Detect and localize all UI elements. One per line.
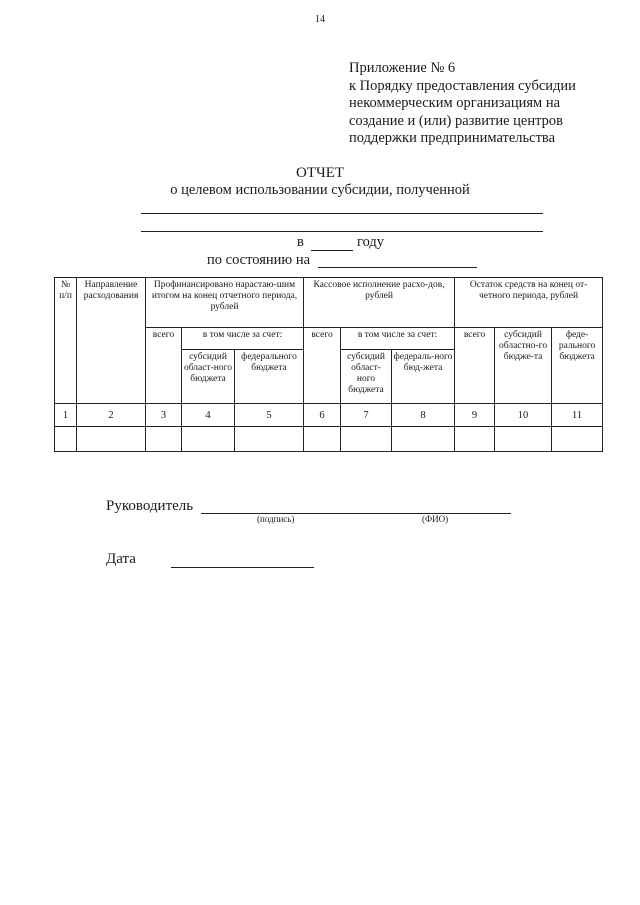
- header-financed: Профинансировано нарастаю-шим итогом на конец отчетного периода, рублей: [146, 278, 304, 328]
- name-caption: (ФИО): [422, 514, 449, 524]
- year-blank: [311, 250, 353, 251]
- report-table: [54, 277, 603, 452]
- table-cell[interactable]: [392, 427, 455, 452]
- header-direction: Направление расходования: [77, 278, 146, 404]
- header-total: всего: [455, 328, 495, 404]
- year-suffix: году: [357, 234, 385, 250]
- table-cell[interactable]: [552, 427, 603, 452]
- appendix-line: поддержки предпринимательства: [349, 130, 556, 146]
- column-number: 1: [55, 404, 77, 427]
- date-label: Дата: [106, 551, 136, 567]
- column-number-row: [55, 404, 603, 427]
- header-federal-budget: федераль-ного бюд-жета: [392, 350, 455, 404]
- table-cell[interactable]: [235, 427, 304, 452]
- appendix-line: к Порядку предоставления субсидии: [349, 77, 576, 94]
- header-remainder-federal: феде-рального бюджета: [552, 328, 603, 404]
- table-cell[interactable]: [146, 427, 182, 452]
- column-number: 8: [392, 404, 455, 427]
- header-regional-subsidy: субсидий област-ного бюджета: [182, 350, 235, 404]
- header-including: в том числе за счет:: [182, 328, 304, 350]
- report-title: ОТЧЕТ: [295, 165, 345, 181]
- column-number: 4: [182, 404, 235, 427]
- signature-caption: (подпись): [257, 514, 295, 524]
- header-remainder-regional: субсидий областно-го бюдже-та: [495, 328, 552, 404]
- column-number: 11: [552, 404, 603, 427]
- signature-line[interactable]: [201, 513, 511, 514]
- recipient-line-2: [141, 231, 543, 232]
- header-federal-budget: федерального бюджета: [235, 350, 304, 404]
- state-date-blank: [318, 267, 477, 268]
- appendix-line: некоммерческим организациям на: [349, 95, 561, 111]
- header-regional-subsidy: субсидий област-ного бюджета: [341, 350, 392, 404]
- header-cash-execution: Кассовое исполнение расхо-дов, рублей: [304, 278, 455, 328]
- table-cell[interactable]: [304, 427, 341, 452]
- report-subtitle: о целевом использовании субсидии, полученной: [170, 182, 470, 198]
- head-label: Руководитель: [106, 498, 194, 514]
- table-cell[interactable]: [77, 427, 146, 452]
- column-number: 7: [341, 404, 392, 427]
- table-cell[interactable]: [55, 427, 77, 452]
- header-including: в том числе за счет:: [341, 328, 455, 350]
- date-line[interactable]: [171, 567, 314, 568]
- state-label: по состоянию на: [207, 252, 311, 268]
- appendix-header: [349, 60, 576, 148]
- page-number: 14: [315, 14, 325, 25]
- header-remainder: Остаток средств на конец от-четного периода, рублей: [455, 278, 603, 328]
- column-number: 6: [304, 404, 341, 427]
- year-row: [297, 234, 304, 251]
- table-cell[interactable]: [341, 427, 392, 452]
- year-prefix: в: [297, 234, 304, 250]
- appendix-line: создание и (или) развитие центров: [349, 112, 563, 129]
- column-number: 9: [455, 404, 495, 427]
- header-total: всего: [146, 328, 182, 404]
- table-cell[interactable]: [182, 427, 235, 452]
- header-num: № п/п: [55, 278, 77, 404]
- table-row: [55, 427, 603, 452]
- appendix-line: Приложение № 6: [349, 60, 456, 76]
- column-number: 5: [235, 404, 304, 427]
- column-number: 2: [77, 404, 146, 427]
- header-total: всего: [304, 328, 341, 404]
- column-number: 10: [495, 404, 552, 427]
- column-number: 3: [146, 404, 182, 427]
- table-cell[interactable]: [495, 427, 552, 452]
- recipient-line-1: [141, 213, 543, 214]
- table-cell[interactable]: [455, 427, 495, 452]
